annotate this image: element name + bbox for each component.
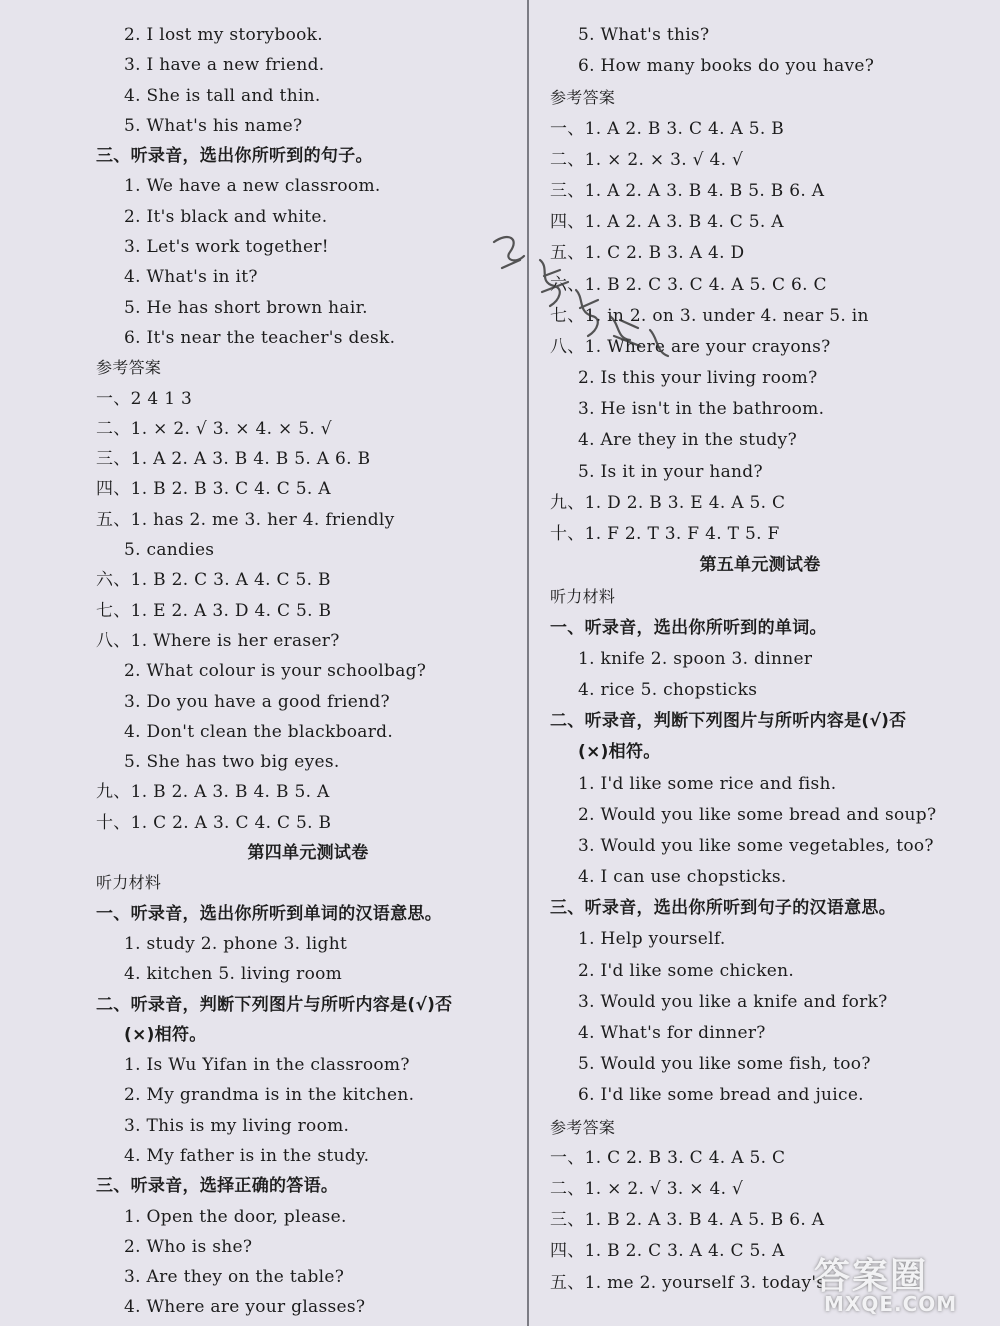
text-line: 一、1. C 2. B 3. C 4. A 5. C	[550, 1147, 786, 1168]
text-line: 1. We have a new classroom.	[124, 176, 381, 197]
text-line: 一、2 4 1 3	[96, 388, 193, 409]
left-column	[96, 20, 520, 1323]
text-line: 参考答案	[550, 88, 616, 108]
text-line: 3. Do you have a good friend?	[124, 691, 390, 712]
text-line: 3. Let's work together!	[124, 237, 329, 258]
text-line: 4. Don't clean the blackboard.	[124, 721, 394, 742]
text-line: 3. I have a new friend.	[124, 55, 325, 76]
text-line: 2. I'd like some chicken.	[578, 960, 795, 981]
text-line: 五、1. C 2. B 3. A 4. D	[550, 243, 745, 264]
text-line: 4. She is tall and thin.	[124, 85, 321, 106]
text-line: 2. Is this your living room?	[578, 368, 818, 389]
text-line: 4. rice 5. chopsticks	[578, 679, 758, 700]
watermark-logo	[794, 1246, 994, 1320]
text-line: 九、1. D 2. B 3. E 4. A 5. C	[550, 492, 786, 513]
text-line: 1. knife 2. spoon 3. dinner	[578, 648, 813, 669]
text-line: 5. He has short brown hair.	[124, 297, 368, 318]
text-line: 2. Who is she?	[124, 1236, 253, 1257]
text-line: 五、1. has 2. me 3. her 4. friendly	[96, 509, 395, 530]
watermark-url: MXQE.COM	[824, 1292, 958, 1316]
text-line: 3. He isn't in the bathroom.	[578, 399, 825, 420]
text-line: 七、1. in 2. on 3. under 4. near 5. in	[550, 305, 869, 326]
text-line: 十、1. F 2. T 3. F 4. T 5. F	[550, 524, 780, 544]
text-line: 5. What's this?	[578, 25, 710, 45]
right-column	[550, 20, 970, 1299]
text-line: 4. My father is in the study.	[124, 1145, 370, 1166]
text-line: 5. Would you like some fish, too?	[578, 1054, 871, 1075]
text-line: 4. What's in it?	[124, 267, 258, 288]
text-line: 6. It's near the teacher's desk.	[124, 327, 396, 348]
text-line: 二、1. × 2. × 3. √ 4. √	[550, 149, 744, 170]
text-line: 四、1. A 2. A 3. B 4. C 5. A	[550, 212, 784, 233]
text-line: 4. What's for dinner?	[578, 1023, 766, 1043]
text-line: 三、1. A 2. A 3. B 4. B 5. A 6. B	[96, 449, 371, 470]
text-line: 4. Where are your glasses?	[124, 1297, 366, 1318]
text-line: 四、1. B 2. C 3. A 4. C 5. A	[550, 1241, 785, 1262]
text-line: 4. Are they in the study?	[578, 430, 797, 451]
text-line: 3. Are they on the table?	[124, 1267, 345, 1288]
text-line: 第四单元测试卷	[247, 843, 369, 864]
text-line: 三、听录音，选出你所听到句子的汉语意思。	[550, 898, 896, 919]
text-line: 2. I lost my storybook.	[124, 25, 323, 45]
text-line: 参考答案	[550, 1117, 616, 1137]
text-line: 3. This is my living room.	[124, 1115, 350, 1136]
text-line: 3. Would you like some vegetables, too?	[578, 835, 934, 856]
text-line: 六、1. B 2. C 3. C 4. A 5. C 6. C	[550, 274, 827, 295]
text-line: 2. It's black and white.	[124, 206, 328, 227]
text-line: 一、听录音，选出你所听到的单词。	[550, 617, 827, 638]
text-line: 3. Would you like a knife and fork?	[578, 991, 888, 1012]
text-line: 三、听录音，选出你所听到的句子。	[96, 146, 373, 167]
text-line: 听力材料	[550, 587, 616, 607]
text-line: 听力材料	[96, 873, 162, 893]
text-line: 4. I can use chopsticks.	[578, 867, 787, 888]
text-line: 九、1. B 2. A 3. B 4. B 5. A	[96, 782, 330, 803]
text-line: 2. What colour is your schoolbag?	[124, 661, 427, 682]
text-line: 三、1. A 2. A 3. B 4. B 5. B 6. A	[550, 180, 825, 201]
text-line: 1. Is Wu Yifan in the classroom?	[124, 1055, 410, 1076]
text-line: 三、1. B 2. A 3. B 4. A 5. B 6. A	[550, 1210, 825, 1231]
text-line: 2. Would you like some bread and soup?	[578, 804, 937, 825]
text-line: 十、1. C 2. A 3. C 4. C 5. B	[96, 812, 332, 833]
text-line: 八、1. Where is her eraser?	[96, 630, 340, 651]
text-line: 二、听录音，判断下列图片与所听内容是(√)否	[96, 994, 453, 1015]
text-line: (×)相符。	[578, 742, 661, 763]
column-divider	[527, 0, 529, 1326]
text-line: 1. I'd like some rice and fish.	[578, 773, 837, 794]
text-line: 四、1. B 2. B 3. C 4. C 5. A	[96, 479, 331, 500]
text-line: 1. Help yourself.	[578, 929, 726, 950]
text-line: 5. She has two big eyes.	[124, 752, 340, 773]
text-line: 参考答案	[96, 358, 162, 378]
text-line: 八、1. Where are your crayons?	[550, 336, 831, 357]
text-line: 1. Open the door, please.	[124, 1206, 347, 1227]
text-line: 五、1. me 2. yourself 3. today's	[550, 1272, 826, 1293]
text-line: 5. Is it in your hand?	[578, 461, 763, 482]
text-line: (×)相符。	[124, 1024, 207, 1045]
text-line: 5. candies	[124, 540, 215, 561]
text-line: 1. study 2. phone 3. light	[124, 933, 348, 954]
text-line: 5. What's his name?	[124, 115, 303, 136]
text-line: 二、1. × 2. √ 3. × 4. √	[550, 1178, 744, 1199]
text-line: 一、听录音，选出你所听到单词的汉语意思。	[96, 903, 442, 924]
text-line: 七、1. E 2. A 3. D 4. C 5. B	[96, 600, 332, 621]
text-line: 六、1. B 2. C 3. A 4. C 5. B	[96, 570, 331, 591]
text-line: 4. kitchen 5. living room	[124, 964, 343, 985]
text-line: 三、听录音，选择正确的答语。	[96, 1176, 339, 1197]
text-line: 二、1. × 2. √ 3. × 4. × 5. √	[96, 418, 332, 439]
text-line: 一、1. A 2. B 3. C 4. A 5. B	[550, 118, 785, 139]
text-line: 6. I'd like some bread and juice.	[578, 1085, 864, 1106]
text-line: 6. How many books do you have?	[578, 56, 875, 77]
text-line: 二、听录音，判断下列图片与所听内容是(√)否	[550, 711, 907, 732]
text-line: 2. My grandma is in the kitchen.	[124, 1085, 415, 1106]
watermark-main: 答案圈	[814, 1256, 929, 1297]
text-line: 第五单元测试卷	[699, 555, 821, 576]
